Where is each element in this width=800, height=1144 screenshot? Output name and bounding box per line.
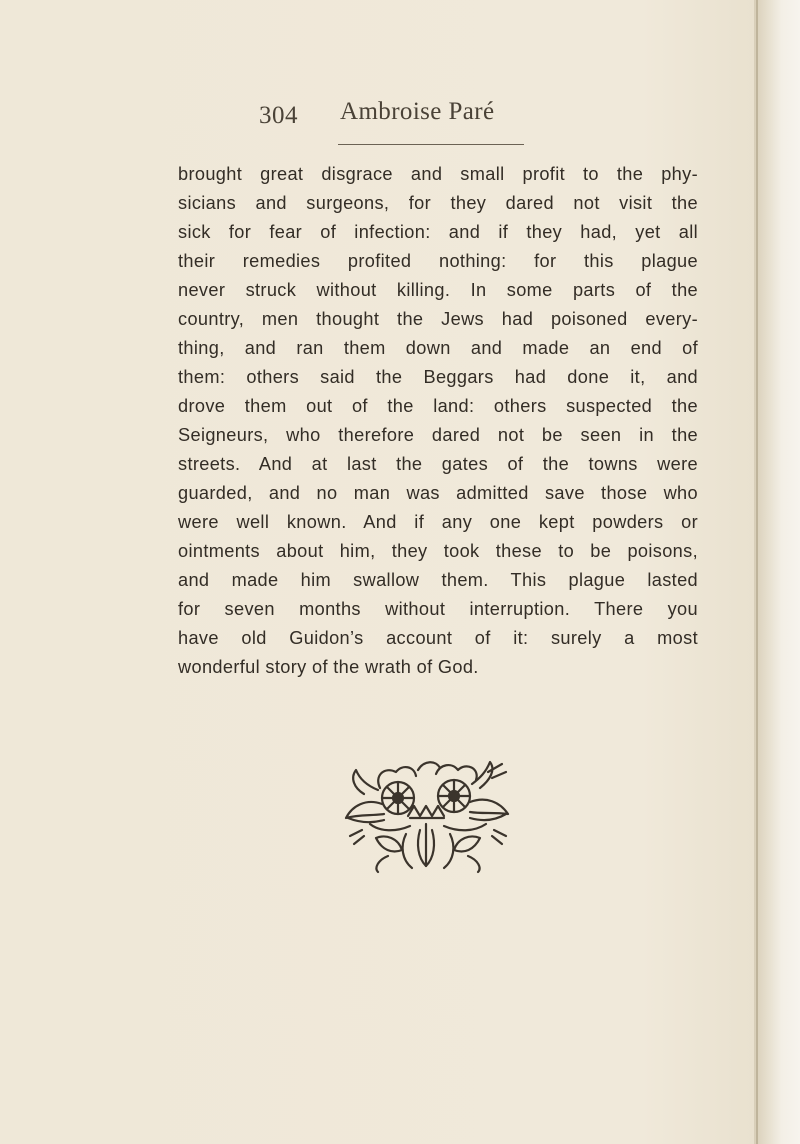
text-line: ointments about him, they took these to be poisons, xyxy=(178,541,698,561)
text-line: streets. And at last the gates of the towns were xyxy=(178,454,698,474)
text-line: brought great disgrace and small profit to the phy- xyxy=(178,164,698,184)
body-text xyxy=(178,160,698,682)
text-line: sicians and surgeons, for they dared not visit the xyxy=(178,193,698,213)
text-line: wonderful story of the wrath of God. xyxy=(178,657,479,677)
text-line: thing, and ran them down and made an end of xyxy=(178,338,698,358)
text-line: drove them out of the land: others suspected the xyxy=(178,396,698,416)
text-line: sick for fear of infection: and if they had, yet all xyxy=(178,222,698,242)
page-header xyxy=(0,88,754,128)
text-line: for seven months without interruption. There you xyxy=(178,599,698,619)
text-line: guarded, and no man was admitted save those who xyxy=(178,483,698,503)
floral-tailpiece-icon xyxy=(340,758,520,876)
text-line: were well known. And if any one kept powders or xyxy=(178,512,698,532)
page-number: 304 xyxy=(259,102,298,129)
header-rule xyxy=(338,144,524,145)
text-line: and made him swallow them. This plague lasted xyxy=(178,570,698,590)
text-line: have old Guidon’s account of it: surely a most xyxy=(178,628,698,648)
text-line: Seigneurs, who therefore dared not be seen in the xyxy=(178,425,698,445)
text-line: never struck without killing. In some parts of the xyxy=(178,280,698,300)
text-line: their remedies profited nothing: for this plague xyxy=(178,251,698,271)
running-head: Ambroise Paré xyxy=(340,98,495,125)
text-line: them: others said the Beggars had done it, and xyxy=(178,367,698,387)
text-line: country, men thought the Jews had poisoned every- xyxy=(178,309,698,329)
page-edge xyxy=(754,0,800,1144)
